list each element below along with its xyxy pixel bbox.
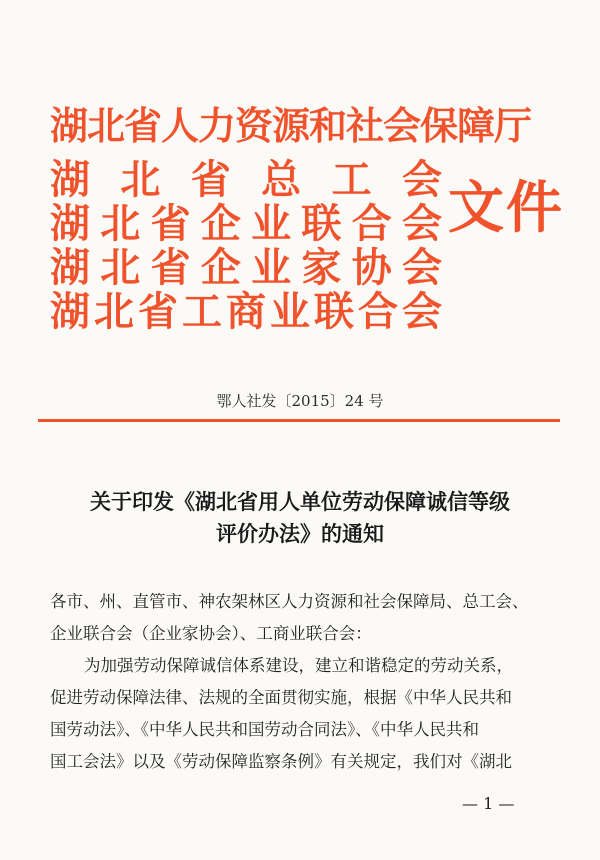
issuer-header: [0, 0, 600, 340]
paragraph-line: 促进劳动保障法律、法规的全面贯彻实施，根据《中华人民共和: [50, 688, 512, 707]
red-divider-line: [38, 419, 560, 422]
salutation-line-2: 企业联合会（企业家协会）、工商业联合会：: [50, 624, 372, 643]
title-line-2: 评价办法》的通知: [216, 521, 384, 546]
issuer-federation-of-trade-unions: 湖 北 省 总 工 会: [50, 156, 442, 203]
notice-body: [50, 586, 570, 778]
page-number: — 1 —: [462, 794, 515, 813]
paragraph-line: 国工会法》以及《劳动保障监察条例》有关规定，我们对《湖北: [50, 752, 512, 771]
issuer-hr-department: 湖北省人力资源和社会保障厅: [50, 103, 532, 148]
document-type-label: 文件: [448, 175, 564, 241]
issuer-enterprise-confederation: 湖 北 省 企 业 联 合 会: [50, 200, 442, 247]
issuer-federation-of-industry-commerce: 湖 北 省 工 商 业 联 合 会: [50, 288, 442, 335]
paragraph-line: 为加强劳动保障诚信体系建设，建立和谐稳定的劳动关系，: [84, 656, 513, 675]
paragraph-line: 国劳动法》、《中华人民共和国劳动合同法》、《中华人民共和: [50, 720, 479, 739]
document-number: 鄂人社发〔2015〕24 号: [216, 392, 384, 410]
issuer-entrepreneurs-association: 湖 北 省 企 业 家 协 会: [50, 244, 442, 291]
title-line-1: 关于印发《湖北省用人单位劳动保障诚信等级: [90, 489, 510, 514]
salutation-line-1: 各市、州、直管市、神农架林区人力资源和社会保障局、总工会、: [50, 592, 529, 611]
notice-title: [40, 486, 560, 550]
